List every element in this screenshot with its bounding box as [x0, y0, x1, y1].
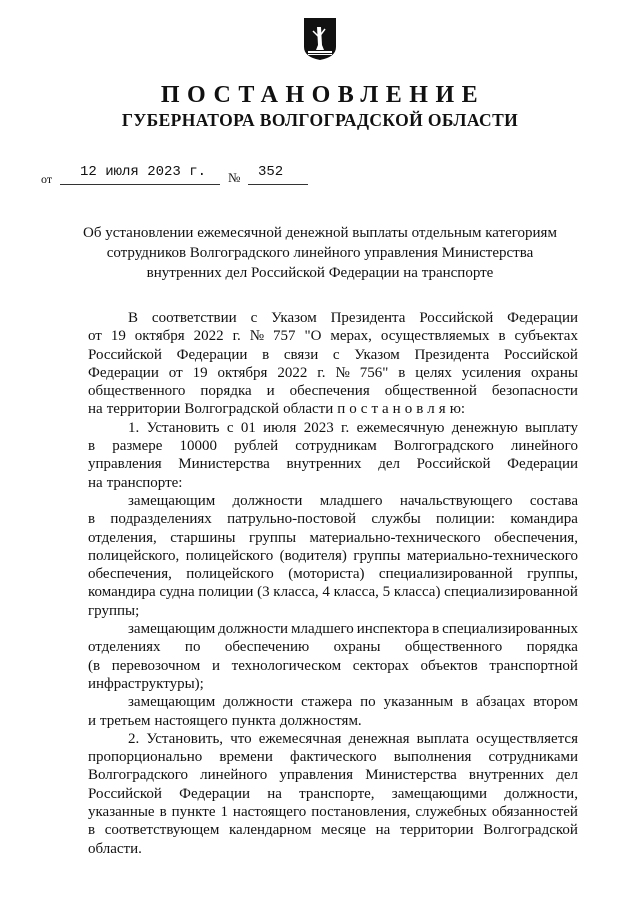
coat-of-arms-icon [303, 17, 337, 61]
number-label: № [228, 170, 241, 185]
document-number [248, 164, 308, 185]
heading-line: внутренних дел Российской Федерации на транспорте [146, 265, 494, 281]
body-line: управления Министерства внутренних дел Российской Федерации [88, 456, 578, 473]
body-line: Российской Федерации в связи с Указом Президента Российской [88, 346, 578, 363]
document-number-value: 352 [258, 164, 284, 180]
body-line: В соответствии с Указом Президента Российской Федерации [128, 310, 578, 326]
body-line: замещающим должности младшего инспектора в специализированных [128, 621, 578, 638]
body-line: полицейского, полицейского (водителя) группы материально-технического [88, 547, 578, 564]
body-line: на территории Волгоградской области п о с т а н о в л я ю: [88, 401, 466, 418]
document-date-value: 12 июля 2023 г. [80, 164, 207, 180]
body-line: замещающим должности стажера по указанным в абзацах втором [128, 694, 578, 711]
body-line: Федерации от 19 октября 2022 г. № 756" в целях усиления охраны [88, 364, 578, 381]
body-line: обеспечения, полицейского (моториста) специализированной группы, [88, 566, 578, 583]
document-date [60, 164, 220, 185]
body-line: инфраструктуры); [88, 675, 204, 692]
document-title: ПОСТАНОВЛЕНИЕ [160, 82, 486, 108]
heading-line: сотрудников Волгоградского линейного управления Министерства [106, 245, 534, 261]
body-line: на транспорте: [88, 474, 183, 491]
body-line: 2. Установить, что ежемесячная денежная выплата осуществляется [128, 730, 578, 747]
date-from-label: от [41, 172, 53, 186]
document-body [88, 309, 578, 858]
body-line: в подразделениях патрульно-постовой службы полиции: командира [88, 511, 578, 528]
body-line: общественного порядка и обеспечения общественной безопасности [88, 383, 578, 400]
body-line: Волгоградского линейного управления Министерства внутренних дел [88, 767, 578, 784]
body-line: Российской Федерации на транспорте, замещающими должности, [88, 785, 578, 802]
body-line: отделениях по обеспечению охраны общественного порядка [88, 639, 578, 656]
document-subtitle: ГУБЕРНАТОРА ВОЛГОГРАДСКОЙ ОБЛАСТИ [121, 110, 519, 130]
body-line: 1. Установить с 01 июля 2023 г. ежемесячную денежную выплату [128, 419, 578, 436]
body-line: замещающим должности младшего начальствующего состава [128, 492, 578, 509]
heading-line: Об установлении ежемесячной денежной выплаты отдельным категориям [83, 225, 557, 241]
body-line: области. [88, 840, 142, 857]
body-line: группы; [88, 602, 140, 619]
body-line: командира судна полиции (3 класса, 4 класса, 5 класса) специализированной [88, 584, 578, 601]
body-line: пропорционально времени фактического выполнения сотрудниками [88, 749, 578, 766]
body-line: отделения, старшины группы материально-технического обеспечения, [88, 529, 578, 546]
document-heading [80, 223, 560, 283]
body-line: и третьем настоящего пункта должностям. [88, 712, 362, 729]
body-line: в соответствующем календарном месяце на территории Волгоградской [88, 822, 578, 839]
body-line: в размере 10000 рублей сотрудникам Волгоградского линейного [88, 438, 578, 455]
body-line: указанные в пункте 1 настоящего постановления, служебных обязанностей [88, 804, 578, 821]
body-line: от 19 октября 2022 г. № 757 "О мерах, осуществляемых в субъектах [88, 328, 578, 345]
body-line: (в перевозочном и технологическом секторах объектов транспортной [88, 657, 578, 674]
